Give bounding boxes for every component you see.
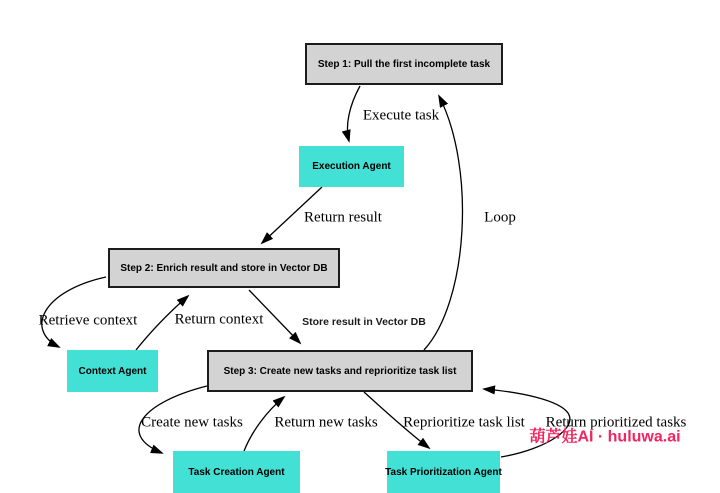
edge-label-return-new-tasks: Return new tasks: [274, 414, 378, 431]
node-step1-label: Step 1: Pull the first incomplete task: [317, 58, 491, 70]
edge-label-retrieve-context: Retrieve context: [38, 312, 138, 329]
node-context-agent-label: Context Agent: [78, 365, 147, 377]
node-step3-label: Step 3: Create new tasks and reprioritize task list: [223, 365, 457, 377]
node-task-creation-agent-label: Task Creation Agent: [188, 466, 285, 478]
node-task-creation-agent: [173, 451, 300, 493]
node-context-agent: [67, 350, 158, 392]
edge-label-return-result: Return result: [304, 209, 382, 226]
node-step1: [305, 43, 503, 85]
node-execution-agent-label: Execution Agent: [312, 161, 391, 172]
edge-label-return-prioritized-tasks: Return prioritized tasks: [545, 414, 687, 431]
edge-execute-task-arrow: [347, 86, 360, 141]
node-task-prioritization-agent: [387, 451, 500, 493]
edge-label-return-context: Return context: [174, 311, 264, 328]
watermark-text: 葫芦娃AI · huluwa.ai: [529, 428, 681, 446]
node-step3: [207, 350, 473, 392]
node-execution-agent: [299, 146, 404, 187]
edge-loop-arrow: [424, 96, 462, 350]
edge-label-reprioritize-task-list: Reprioritize task list: [403, 414, 525, 431]
edge-label-store-result: Store result in Vector DB: [302, 316, 426, 328]
edge-label-loop: Loop: [484, 209, 516, 226]
node-task-prioritization-agent-label: Task Prioritization Agent: [385, 466, 502, 478]
edge-label-create-new-tasks: Create new tasks: [141, 414, 243, 431]
node-step2-label: Step 2: Enrich result and store in Vector DB: [120, 262, 328, 274]
node-step2: [108, 248, 340, 288]
edge-label-execute-task: Execute task: [362, 107, 440, 124]
